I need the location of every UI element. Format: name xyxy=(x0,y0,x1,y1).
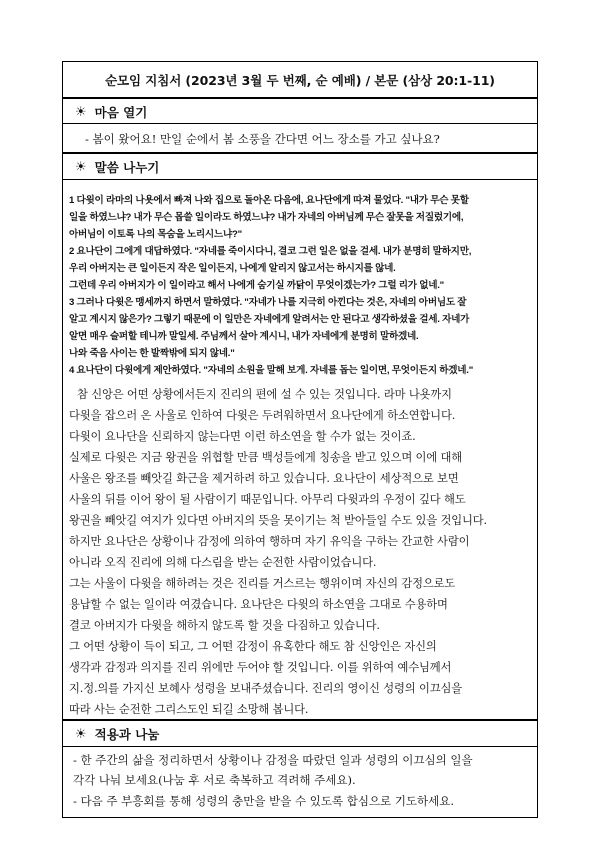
commentary-line: 사울은 왕조를 빼앗길 화근을 제거하려 하고 있습니다. 요나단이 세상적으로 보면 xyxy=(69,472,459,485)
verse-line: 4 요나단이 다윗에게 제안하였다. "자네의 소원을 말해 보게. 자네를 돕는 일이면, 무엇이든지 하겠네." xyxy=(69,365,474,376)
application-line: 각각 나눠 보세요(나눔 후 서로 축복하고 격려해 주세요). xyxy=(73,773,356,787)
sun-icon: ☀ xyxy=(75,726,87,742)
commentary-line: 하지만 요나단은 상황이나 감정에 의하여 행하며 자기 유익을 구하는 간교한 사람이 xyxy=(69,535,470,548)
commentary-line: 따라 사는 순전한 그리스도인 되길 소망해 봅니다. xyxy=(69,703,309,716)
section-word xyxy=(62,153,538,720)
sun-icon: ☀ xyxy=(75,104,87,120)
sun-icon: ☀ xyxy=(75,159,87,175)
section-opening xyxy=(62,98,538,153)
commentary-line: 그 어떤 상황이 득이 되고, 그 어떤 감정이 유혹한다 해도 참 신앙인은 자신의 xyxy=(69,640,437,653)
commentary-line: 사울의 뒤를 이어 왕이 될 사람이기 때문입니다. 아무리 다윗과의 우정이 깊다 해도 xyxy=(69,493,466,506)
commentary-line: 다윗을 잡으러 온 사울로 인하여 다윗은 두려워하면서 요나단에게 하소연합니다. xyxy=(69,409,456,422)
title-text: 순모임 지침서 (2023년 3월 두 번째, 순 예배) / 본문 (삼상 20:1-11) xyxy=(105,72,495,88)
commentary-line: 다윗이 요나단을 신뢰하지 않는다면 이런 하소연을 할 수가 없는 것이죠. xyxy=(69,430,416,443)
verse-line: 우리 아버지는 큰 일이든지 작은 일이든지, 나에게 알리지 않고서는 하시지를 않네. xyxy=(69,263,396,274)
verse-line: 아버님이 이토록 나의 목숨을 노리시느냐?" xyxy=(69,229,242,240)
divider xyxy=(63,123,537,124)
commentary-line: 참 신앙은 어떤 상황에서든지 진리의 편에 설 수 있는 것입니다. 라마 나욧까지 xyxy=(77,388,452,401)
commentary-line: 생각과 감정과 의지를 진리 위에만 두어야 할 것입니다. 이를 위하여 예수님께서 xyxy=(69,661,452,674)
opening-line: - 봄이 왔어요! 만일 순에서 봄 소풍을 간다면 어느 장소를 가고 싶나요? xyxy=(85,132,440,146)
heading-text: 마음 열기 xyxy=(94,105,148,120)
verse-line: 그런데 우리 아버지가 이 일이라고 해서 나에게 숨기실 까닭이 무엇이겠는가? 그럴 리가 없네." xyxy=(69,280,444,291)
commentary-line: 그는 사울이 다윗을 해하려는 것은 진리를 거스르는 행위이며 자신의 감정으로도 xyxy=(69,577,456,590)
application-line: - 한 주간의 삶을 정리하면서 상황이나 감정을 따랐던 일과 성령의 이끄심의 일을 xyxy=(73,753,473,767)
commentary-line: 지.정.의를 가지신 보혜사 성령을 보내주셨습니다. 진리의 영이신 성령의 이끄심을 xyxy=(69,682,463,695)
verse-line: 나와 죽음 사이는 한 발짝밖에 되지 않네." xyxy=(69,348,235,359)
commentary-line: 결코 아버지가 다윗을 해하지 않도록 할 것을 다짐하고 있습니다. xyxy=(69,619,380,632)
verse-line: 알고 계시지 않은가? 그렇기 때문에 이 일만은 자네에게 알려서는 안 된다고 생각하셨을 걸세. 자네가 xyxy=(69,314,470,325)
verse-line: 2 요나단이 그에게 대답하였다. "자네를 죽이시다니, 결코 그런 일은 없을 걸세. 내가 분명히 말하지만, xyxy=(69,246,472,257)
commentary-line: 실제로 다윗은 지금 왕권을 위협할 만큼 백성들에게 칭송을 받고 있으며 이에 대해 xyxy=(69,451,463,464)
heading-text: 말씀 나누기 xyxy=(94,160,160,175)
commentary-line: 용납할 수 없는 일이라 여겼습니다. 요나단은 다윗의 하소연을 그대로 수용하며 xyxy=(69,598,448,611)
divider xyxy=(63,746,537,747)
application-line: - 다음 주 부흥회를 통해 성령의 충만을 받을 수 있도록 합심으로 기도하세요. xyxy=(73,794,455,808)
divider xyxy=(63,179,537,180)
verse-line: 일을 하였느냐? 내가 무슨 몹쓸 일이라도 하였느냐? 내가 자네의 아버님께 무슨 잘못을 저질렀기에, xyxy=(69,212,464,223)
section-application xyxy=(62,720,538,818)
verse-line: 알면 매우 슬퍼할 테니까 말일세. 주님께서 살아 계시니, 내가 자네에게 분명히 말하겠네. xyxy=(69,331,419,342)
section-heading-opening xyxy=(63,99,537,125)
section-heading-application xyxy=(63,721,537,747)
commentary-line: 아니라 오직 진리에 의해 다스림을 받는 순전한 사람이었습니다. xyxy=(69,556,377,569)
document-title xyxy=(62,61,538,98)
commentary-line: 왕권을 빼앗길 여지가 있다면 아버지의 뜻을 못이기는 척 받아들일 수도 있을 것입니다. xyxy=(69,514,487,527)
section-heading-word xyxy=(63,154,537,180)
verse-line: 1 다윗이 라마의 나욧에서 빠져 나와 집으로 돌아온 다음에, 요나단에게 따져 물었다. "내가 무슨 못할 xyxy=(69,195,469,206)
verse-line: 3 그러나 다윗은 맹세까지 하면서 말하였다. "자네가 나를 지극히 아낀다는 것은, 자네의 아버님도 잘 xyxy=(69,297,467,308)
heading-text: 적용과 나눔 xyxy=(94,727,160,742)
